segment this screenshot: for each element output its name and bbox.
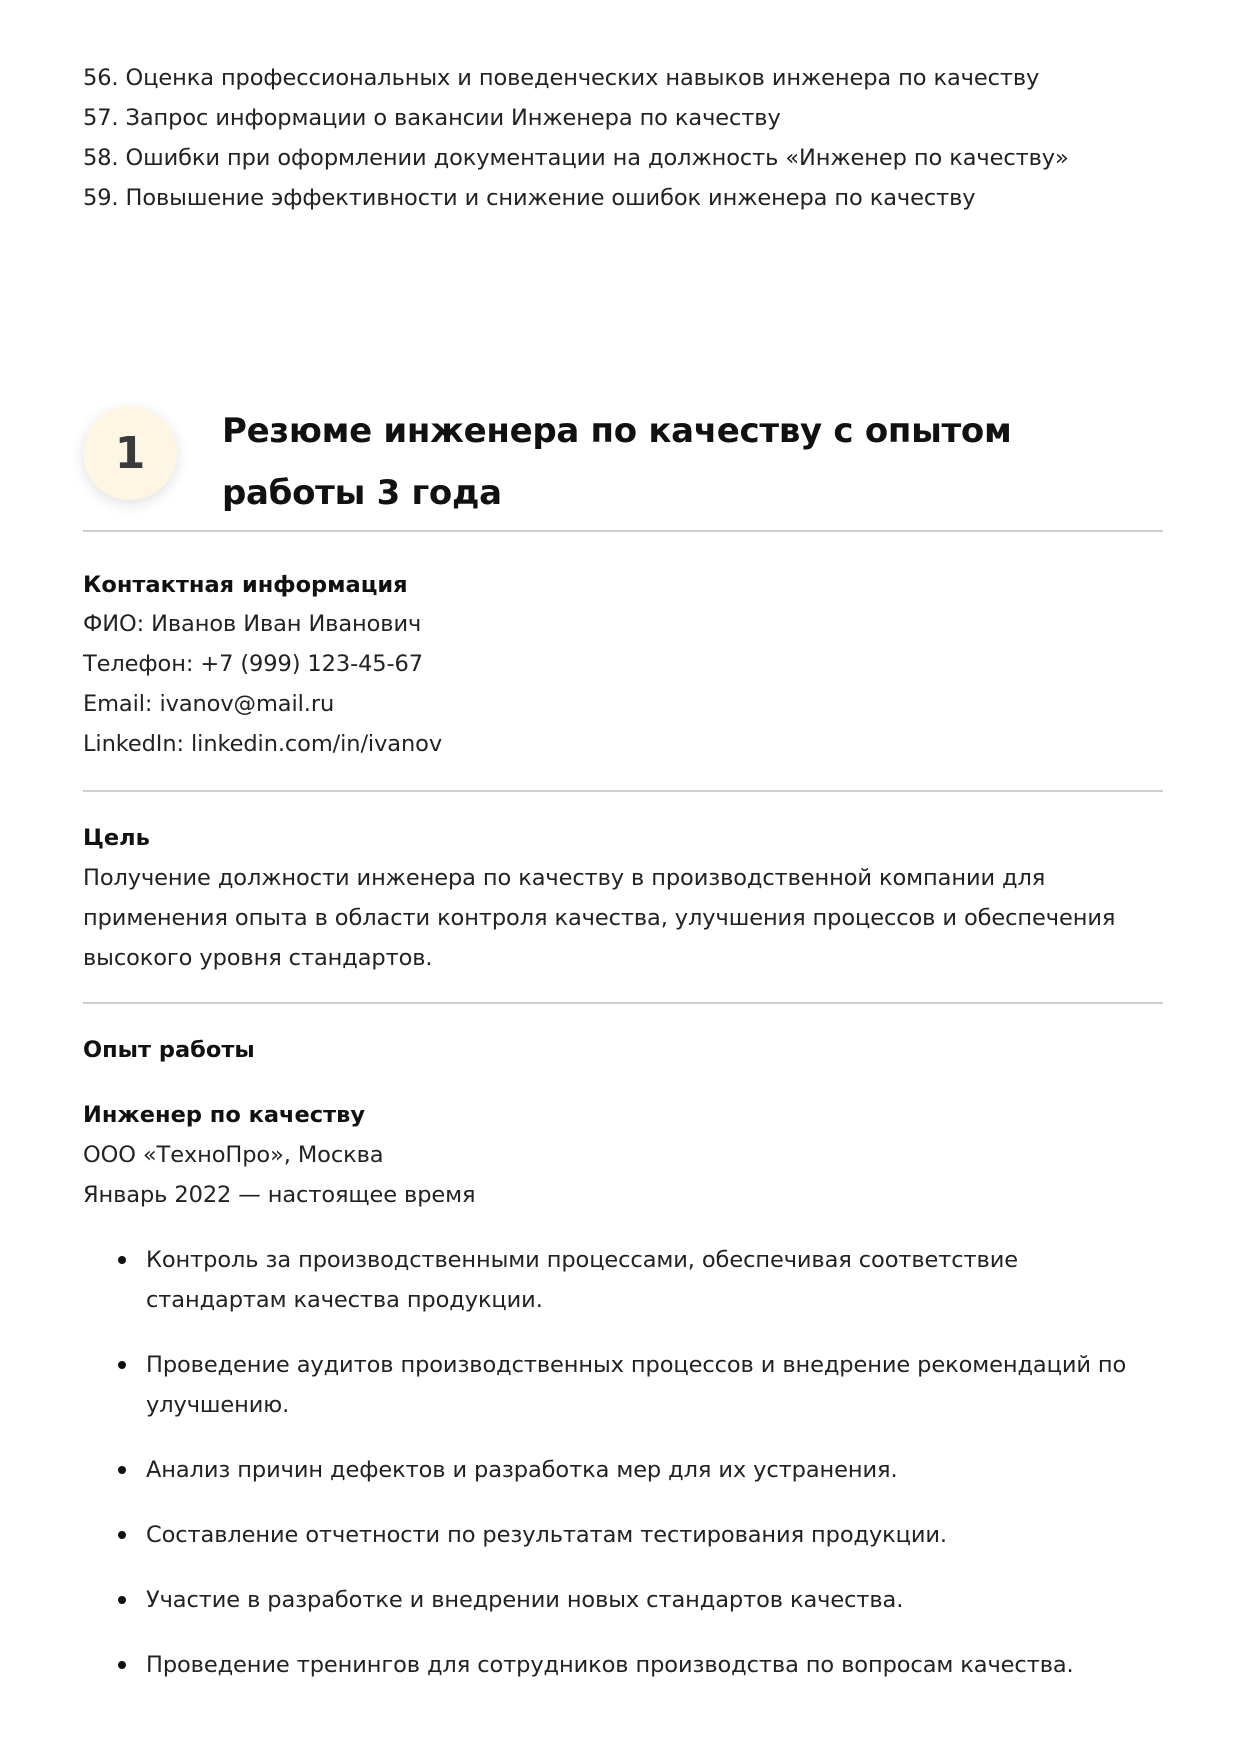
list-item: Проведение тренингов для сотрудников производства по вопросам качества. — [83, 1645, 1163, 1685]
toc-item[interactable]: 58. Ошибки при оформлении документации на должность «Инженер по качеству» — [83, 145, 1069, 171]
goal-text: Получение должности инженера по качеству в производственной компании для применения опыта в области контроля качества, улучшения процессов и обеспечения высокого уровня стандартов. — [83, 865, 1116, 971]
contacts-heading: Контактная информация — [83, 572, 408, 598]
experience-heading: Опыт работы — [83, 1037, 255, 1063]
contacts-block — [83, 604, 442, 764]
toc-item[interactable]: 57. Запрос информации о вакансии Инженера по качеству — [83, 105, 781, 131]
contact-email: Email: ivanov@mail.ru — [83, 691, 335, 717]
list-item: Проведение аудитов производственных процессов и внедрение рекомендаций по улучшению. — [83, 1345, 1163, 1425]
section-number-badge: 1 — [83, 406, 177, 500]
toc-item[interactable]: 59. Повышение эффективности и снижение ошибок инженера по качеству — [83, 185, 976, 211]
section-title: Резюме инженера по качеству с опытом работы 3 года — [222, 411, 1012, 513]
job-duties-list — [83, 1240, 1163, 1710]
job-title: Инженер по качеству — [83, 1102, 366, 1128]
list-item: Составление отчетности по результатам тестирования продукции. — [83, 1515, 1163, 1555]
bullet-icon — [118, 1661, 126, 1669]
bullet-icon — [118, 1256, 126, 1264]
divider — [83, 790, 1163, 792]
list-item: Анализ причин дефектов и разработка мер для их устранения. — [83, 1450, 1163, 1490]
section-header — [83, 400, 1163, 532]
list-item: Контроль за производственными процессами, обеспечивая соответствие стандартам качества продукции. — [83, 1240, 1163, 1320]
table-of-contents — [83, 58, 1069, 218]
toc-item[interactable]: 56. Оценка профессиональных и поведенческих навыков инженера по качеству — [83, 65, 1040, 91]
bullet-icon — [118, 1596, 126, 1604]
contact-name: ФИО: Иванов Иван Иванович — [83, 611, 422, 637]
divider — [83, 1002, 1163, 1004]
goal-heading: Цель — [83, 825, 150, 851]
job-period: Январь 2022 — настоящее время — [83, 1182, 476, 1208]
bullet-icon — [118, 1361, 126, 1369]
bullet-icon — [118, 1531, 126, 1539]
contact-phone: Телефон: +7 (999) 123-45-67 — [83, 651, 423, 677]
job-company: ООО «ТехноПро», Москва — [83, 1142, 384, 1168]
list-item: Участие в разработке и внедрении новых стандартов качества. — [83, 1580, 1163, 1620]
bullet-icon — [118, 1466, 126, 1474]
contact-linkedin: LinkedIn: linkedin.com/in/ivanov — [83, 731, 443, 757]
